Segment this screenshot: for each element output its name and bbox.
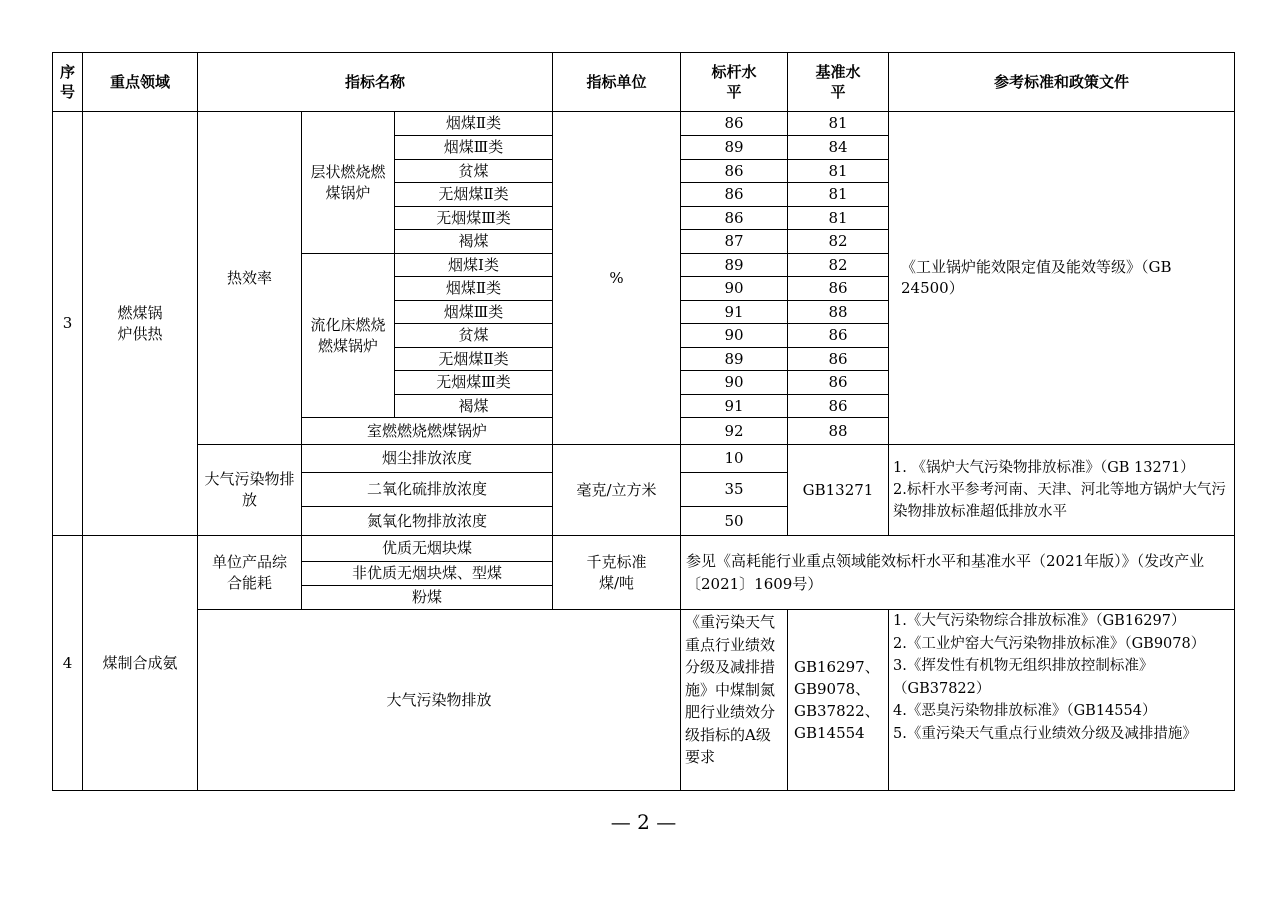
reference-line: 1. 《锅炉大气污染物排放标准》（GB 13271） <box>893 460 1195 476</box>
coal-type: 无烟煤Ⅲ类 <box>395 207 553 230</box>
benchmark-value: 90 <box>681 324 788 348</box>
baseline-value: 82 <box>788 254 889 277</box>
baseline-value: 81 <box>788 160 889 183</box>
emission-reference <box>889 445 1235 536</box>
emission-baseline: GB13271 <box>788 445 889 536</box>
layered-group-label: 层状燃烧燃煤锅炉 <box>302 112 395 254</box>
air-reference <box>889 610 1235 791</box>
coal-type: 烟煤Ⅱ类 <box>395 112 553 136</box>
energy-item: 优质无烟块煤 <box>302 536 553 562</box>
coal-type: 褐煤 <box>395 395 553 418</box>
header-indicator: 指标名称 <box>198 53 553 112</box>
coal-type: 烟煤Ⅰ类 <box>395 254 553 277</box>
table-row <box>53 445 1235 473</box>
baseline-value: 86 <box>788 324 889 348</box>
baseline-value: 81 <box>788 112 889 136</box>
benchmark-value: 92 <box>681 418 788 445</box>
baseline-value: 88 <box>788 418 889 445</box>
baseline-value: 86 <box>788 371 889 395</box>
header-benchmark: 标杆水平 <box>681 53 788 112</box>
header-unit: 指标单位 <box>553 53 681 112</box>
thermal-efficiency-label: 热效率 <box>198 112 302 445</box>
reference-line: 5.《重污染天气重点行业绩效分级及减排措施》 <box>893 725 1197 742</box>
benchmark-value: 50 <box>681 507 788 536</box>
energy-item: 非优质无烟块煤、型煤 <box>302 562 553 586</box>
baseline-value: 82 <box>788 230 889 254</box>
benchmark-value: 86 <box>681 160 788 183</box>
efficiency-unit: % <box>553 112 681 445</box>
benchmark-value: 86 <box>681 183 788 207</box>
emission-unit: 毫克/立方米 <box>553 445 681 536</box>
benchmark-value: 35 <box>681 473 788 507</box>
emission-item: 烟尘排放浓度 <box>302 445 553 473</box>
benchmark-value: 91 <box>681 301 788 324</box>
coal-type: 褐煤 <box>395 230 553 254</box>
air-baseline: GB16297、GB9078、GB37822、GB14554 <box>788 610 889 791</box>
header-row <box>53 53 1235 112</box>
coal-type: 无烟煤Ⅱ类 <box>395 348 553 371</box>
reference-line: 1.《大气污染物综合排放标准》（GB16297） <box>893 613 1186 629</box>
baseline-value: 84 <box>788 136 889 160</box>
benchmark-value: 86 <box>681 207 788 230</box>
emission-item: 二氧化硫排放浓度 <box>302 473 553 507</box>
table-row <box>53 112 1235 136</box>
baseline-value: 81 <box>788 183 889 207</box>
air-emission-group: 大气污染物排放 <box>198 445 302 536</box>
benchmark-value: 89 <box>681 348 788 371</box>
table-row <box>53 610 1235 791</box>
coal-type: 贫煤 <box>395 160 553 183</box>
benchmark-value: 90 <box>681 277 788 301</box>
benchmark-value: 90 <box>681 371 788 395</box>
air-benchmark: 《重污染天气重点行业绩效分级及减排措施》中煤制氮肥行业绩效分级指标的A级要求 <box>681 610 788 791</box>
row3-seq: 3 <box>53 112 83 536</box>
coal-type: 烟煤Ⅱ类 <box>395 277 553 301</box>
header-seq: 序号 <box>53 53 83 112</box>
benchmark-value: 10 <box>681 445 788 473</box>
coal-type: 烟煤Ⅲ类 <box>395 136 553 160</box>
reference-line: 4.《恶臭污染物排放标准》（GB14554） <box>893 703 1157 719</box>
baseline-value: 88 <box>788 301 889 324</box>
baseline-value: 86 <box>788 348 889 371</box>
reference-line: 2.《工业炉窑大气污染物排放标准》（GB9078） <box>893 635 1206 652</box>
benchmark-value: 86 <box>681 112 788 136</box>
benchmark-value: 89 <box>681 136 788 160</box>
benchmark-value: 87 <box>681 230 788 254</box>
page-number: — 2 — <box>610 810 677 834</box>
energy-group: 单位产品综合能耗 <box>198 536 302 610</box>
fluidized-group-label: 流化床燃烧燃煤锅炉 <box>302 254 395 418</box>
table-row <box>53 536 1235 562</box>
efficiency-reference: 《工业锅炉能效限定值及能效等级》（GB 24500） <box>889 112 1235 445</box>
standards-table <box>52 52 1235 791</box>
reference-line: 2.标杆水平参考河南、天津、河北等地方锅炉大气污染物排放标准超低排放水平 <box>893 482 1226 520</box>
air-emission-row4: 大气污染物排放 <box>198 610 681 791</box>
coal-type: 无烟煤Ⅱ类 <box>395 183 553 207</box>
baseline-value: 81 <box>788 207 889 230</box>
energy-reference: 参见《高耗能行业重点领域能效标杆水平和基准水平（2021年版）》（发改产业〔2021〕1609号） <box>681 536 1235 610</box>
header-reference: 参考标准和政策文件 <box>889 53 1235 112</box>
row4-seq: 4 <box>53 536 83 791</box>
chamber-boiler: 室燃燃烧燃煤锅炉 <box>302 418 553 445</box>
header-baseline: 基准水平 <box>788 53 889 112</box>
row4-area: 煤制合成氨 <box>83 536 198 791</box>
energy-unit: 千克标准煤/吨 <box>553 536 681 610</box>
coal-type: 无烟煤Ⅲ类 <box>395 371 553 395</box>
coal-type: 烟煤Ⅲ类 <box>395 301 553 324</box>
benchmark-value: 89 <box>681 254 788 277</box>
header-area: 重点领域 <box>83 53 198 112</box>
baseline-value: 86 <box>788 395 889 418</box>
energy-item: 粉煤 <box>302 586 553 610</box>
benchmark-value: 91 <box>681 395 788 418</box>
emission-item: 氮氧化物排放浓度 <box>302 507 553 536</box>
reference-line: 3.《挥发性有机物无组织排放控制标准》（GB37822） <box>893 658 1154 697</box>
coal-type: 贫煤 <box>395 324 553 348</box>
baseline-value: 86 <box>788 277 889 301</box>
row3-area: 燃煤锅炉供热 <box>83 112 198 536</box>
